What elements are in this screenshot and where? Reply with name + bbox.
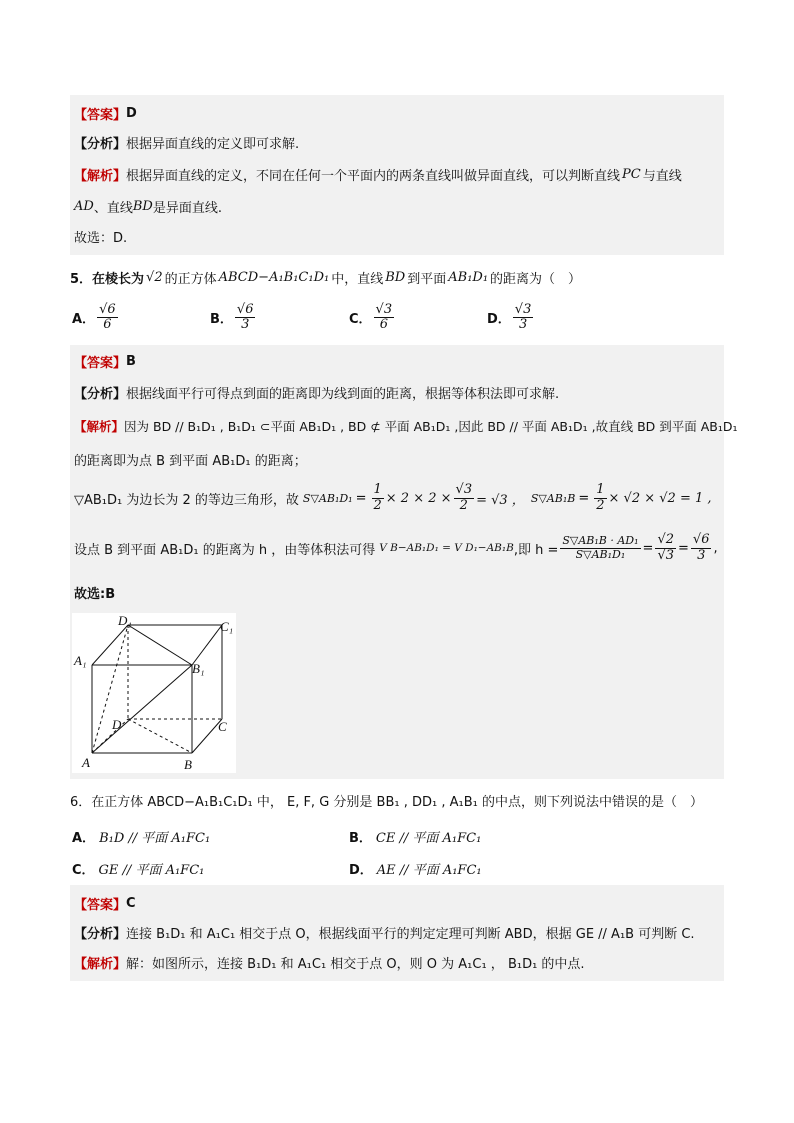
answer-tag: 【答案】 bbox=[74, 897, 127, 913]
q5-analysis-line bbox=[70, 375, 724, 409]
solution-text-mid: 、直线 bbox=[93, 200, 133, 216]
frac-den: √3 bbox=[657, 547, 675, 563]
option-letter: D． bbox=[349, 863, 373, 878]
frac-den: S▽AB₁D₁ bbox=[575, 547, 626, 561]
option-letter: B． bbox=[210, 312, 233, 328]
analysis-tag: 【分析】 bbox=[74, 136, 127, 152]
q4-answer-block bbox=[70, 95, 724, 255]
q5-cube: ABCD−A₁B₁C₁D₁ bbox=[218, 269, 330, 285]
label-c1: C₁ bbox=[220, 619, 234, 634]
frac-den: 3 bbox=[241, 317, 250, 333]
option-fraction bbox=[97, 303, 118, 333]
label-b1: B₁ bbox=[192, 661, 205, 676]
q6-option-d[interactable] bbox=[349, 859, 482, 878]
q6-answer-block bbox=[70, 885, 724, 981]
analysis-text: 根据线面平行可得点到面的距离即为线到面的距离，根据等体积法即可求解. bbox=[126, 386, 560, 402]
q5-bd: BD bbox=[385, 269, 406, 285]
option-text: CE // 平面 A₁FC₁ bbox=[375, 831, 482, 846]
solution-text: 解：如图所示，连接 B₁D₁ 和 A₁C₁ 相交于点 O，则 O 为 A₁C₁ ， B₁D₁ 的中点. bbox=[126, 956, 585, 972]
eq-h2: = bbox=[678, 540, 689, 556]
option-fraction bbox=[235, 303, 256, 333]
frac-half-2 bbox=[594, 483, 606, 513]
option-fraction bbox=[374, 303, 395, 333]
option-letter: B． bbox=[349, 831, 372, 846]
math-ad: AD bbox=[74, 198, 94, 214]
q5-stem-c: 中，直线 bbox=[331, 271, 384, 287]
q6-stem-text: 6．在正方体 ABCD−A₁B₁C₁D₁ 中， E, F, G 分别是 BB₁ , DD₁ , A₁B₁ 的中点，则下列说法中错误的是（ ） bbox=[70, 794, 703, 810]
h-text: ,即 h = bbox=[513, 542, 559, 558]
edge-d1b1 bbox=[128, 625, 192, 665]
answer-value: D bbox=[126, 105, 137, 121]
q5-options bbox=[70, 299, 724, 345]
choose-text: 故选：D. bbox=[74, 230, 128, 246]
q4-solution-line bbox=[70, 157, 724, 191]
h-end: , bbox=[713, 540, 718, 556]
option-fraction bbox=[513, 303, 534, 333]
frac-den: 6 bbox=[379, 317, 388, 333]
cube-figure-wrap bbox=[70, 609, 724, 773]
frac-num: √3 bbox=[375, 302, 393, 317]
q5-answer-line bbox=[70, 347, 724, 375]
q4-analysis-line bbox=[70, 127, 724, 157]
eq: = bbox=[355, 490, 367, 506]
analysis-tag: 【分析】 bbox=[74, 926, 127, 942]
solution-text: 设点 B 到平面 AB₁D₁ 的距离为 h ，由等体积法可得 bbox=[74, 542, 376, 558]
q5-option-b[interactable] bbox=[210, 303, 257, 333]
q6-analysis-line bbox=[70, 917, 724, 947]
frac-den: 3 bbox=[697, 547, 706, 563]
label-c: C bbox=[218, 719, 227, 734]
q5-answer-block bbox=[70, 345, 738, 779]
q5-stem-a: 5．在棱长为 bbox=[70, 271, 145, 287]
q5-solution-line-2 bbox=[70, 443, 724, 475]
option-letter: D． bbox=[487, 312, 511, 328]
q5-option-d[interactable] bbox=[487, 303, 535, 333]
frac-den: 3 bbox=[518, 317, 528, 333]
frac-num: √3 bbox=[455, 482, 473, 498]
solution-text: 根据异面直线的定义，不同在任何一个平面内的两条直线叫做异面直线，可以判断直线 bbox=[126, 168, 621, 184]
q5-option-a[interactable] bbox=[72, 303, 120, 333]
solution-tag: 【解析】 bbox=[74, 419, 125, 434]
answer-tag: 【答案】 bbox=[74, 355, 127, 371]
frac-num: 1 bbox=[596, 482, 605, 498]
edge-ad bbox=[92, 719, 128, 753]
q6-options bbox=[70, 821, 724, 885]
q6-stem bbox=[70, 779, 724, 821]
solution-tag: 【解析】 bbox=[74, 956, 127, 972]
option-letter: A． bbox=[72, 312, 96, 328]
q4-answer-line bbox=[70, 99, 724, 127]
q5-solution-line-1 bbox=[70, 409, 738, 443]
analysis-tag: 【分析】 bbox=[74, 386, 127, 402]
cube-figure bbox=[72, 613, 236, 773]
q5-stem bbox=[70, 255, 724, 299]
option-text: B₁D // 平面 A₁FC₁ bbox=[99, 831, 211, 846]
solution-text-end: 是异面直线. bbox=[152, 200, 222, 216]
q6-answer-line bbox=[70, 889, 724, 917]
s-tri2: S▽AB₁B bbox=[530, 491, 576, 505]
frac-num: √2 bbox=[657, 532, 675, 548]
label-a1: A₁ bbox=[74, 653, 87, 668]
solution-text: 因为 BD // B₁D₁ , B₁D₁ ⊂平面 AB₁D₁ , BD ⊄ 平面 AB₁D₁ ,因此 BD // 平面 AB₁D₁ ,故直线 BD 到平面 AB₁D₁ bbox=[124, 419, 738, 434]
mult: × 2 × 2 × bbox=[385, 490, 452, 506]
frac-den: 2 bbox=[373, 497, 382, 513]
q6-option-c[interactable] bbox=[72, 859, 204, 878]
q5-solution-line-3 bbox=[70, 475, 724, 521]
solution-text: ▽AB₁D₁ 为边长为 2 的等边三角形，故 bbox=[74, 492, 299, 508]
content-area bbox=[70, 95, 738, 981]
edge-db bbox=[128, 719, 192, 753]
q5-stem-d: 到平面 bbox=[407, 271, 447, 287]
frac-num: √6 bbox=[99, 302, 116, 317]
edge-ad1 bbox=[92, 625, 128, 753]
q5-stem-e: 的距离为（ ） bbox=[490, 271, 582, 287]
label-d: D bbox=[112, 717, 122, 732]
option-text: AE // 平面 A₁FC₁ bbox=[376, 863, 482, 878]
edge-b1c1 bbox=[192, 625, 222, 665]
frac-num: √6 bbox=[236, 302, 254, 317]
option-letter: C． bbox=[72, 863, 95, 878]
frac-num: √6 bbox=[692, 532, 710, 548]
q6-option-a[interactable] bbox=[72, 827, 210, 846]
s-tri: S▽AB₁D₁ bbox=[302, 491, 353, 505]
frac-s3 bbox=[454, 483, 475, 513]
option-text: GE // 平面 A₁FC₁ bbox=[98, 863, 205, 878]
q6-solution-line bbox=[70, 947, 724, 977]
q5-choose-line bbox=[70, 575, 724, 609]
eq-result-2: × √2 × √2 = 1 , bbox=[608, 490, 712, 506]
frac-den: 2 bbox=[596, 497, 605, 513]
q5-option-c[interactable] bbox=[349, 303, 396, 333]
q5-stem-b: 的正方体 bbox=[164, 271, 217, 287]
q4-choose-line bbox=[70, 221, 724, 251]
choose-text: 故选:B bbox=[74, 586, 116, 602]
math-bd: BD bbox=[132, 198, 153, 214]
frac-num: √3 bbox=[514, 302, 532, 317]
frac-den: 6 bbox=[103, 317, 112, 333]
math-pc: PC bbox=[622, 166, 641, 182]
solution-text: 的距离即为点 B 到平面 AB₁D₁ 的距离； bbox=[74, 453, 307, 469]
q4-solution-line-2 bbox=[70, 191, 724, 221]
eq-h1: = bbox=[642, 540, 654, 556]
frac-r2 bbox=[691, 533, 712, 563]
frac-num: 1 bbox=[373, 482, 382, 498]
label-b: B bbox=[184, 757, 192, 772]
eq2: = bbox=[578, 490, 590, 506]
v-eq: V B−AB₁D₁ = V D₁−AB₁B bbox=[379, 542, 514, 554]
solution-tag: 【解析】 bbox=[74, 168, 127, 184]
q5-sqrt2: √2 bbox=[146, 269, 163, 285]
q5-plane: AB₁D₁ bbox=[448, 269, 489, 285]
edge-ab1 bbox=[92, 665, 192, 753]
label-d1: D₁ bbox=[118, 613, 132, 628]
frac-h bbox=[560, 535, 640, 560]
answer-value: B bbox=[126, 353, 136, 369]
frac-half bbox=[372, 483, 384, 513]
answer-value: C bbox=[126, 895, 136, 911]
frac-r bbox=[655, 533, 676, 563]
answer-tag: 【答案】 bbox=[74, 107, 127, 123]
label-a: A bbox=[82, 755, 90, 770]
solution-text-yu: 与直线 bbox=[642, 168, 682, 184]
eq-result: = √3 ， bbox=[476, 492, 525, 508]
option-letter: C． bbox=[349, 312, 372, 328]
q6-option-b[interactable] bbox=[349, 827, 481, 846]
frac-den: 2 bbox=[459, 497, 468, 513]
edge-a1d1 bbox=[92, 625, 128, 665]
q5-solution-line-4 bbox=[70, 521, 724, 575]
analysis-text: 连接 B₁D₁ 和 A₁C₁ 相交于点 O，根据线面平行的判定定理可判断 ABD，根据 GE // A₁B 可判断 C. bbox=[126, 926, 695, 942]
option-letter: A． bbox=[72, 831, 96, 846]
frac-num: S▽AB₁B · AD₁ bbox=[562, 534, 639, 548]
analysis-text: 根据异面直线的定义即可求解. bbox=[126, 136, 300, 152]
